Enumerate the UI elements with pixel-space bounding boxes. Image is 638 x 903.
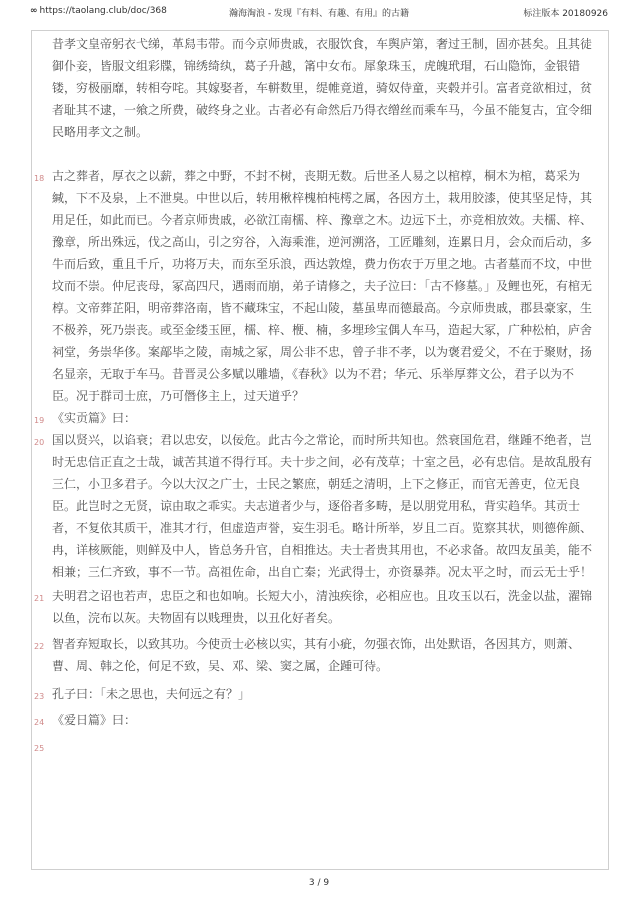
paragraph-21 [34,585,594,629]
line-number: 23 [34,692,45,701]
line-number: 19 [34,416,45,425]
line-number: 22 [34,642,45,651]
source-url[interactable] [30,6,167,16]
document-page [31,30,609,870]
page-number: 3 / 9 [308,878,330,888]
paragraph-text: 《爱日篇》曰： [52,713,137,727]
paragraph-20 [34,429,594,583]
paragraph-text: 昔孝文皇帝躬衣弋绨，革舄韦带。而今京师贵戚，衣服饮食，车舆庐第，奢过王制，固亦甚矣。且其徒御仆妾，皆服文组彩牒，锦绣绮纨，葛子升越，筩中女布。犀象珠玉，虎魄玳瑁，石山隐饰，金银错镂，穷极丽靡，转相夸咤。其嫁娶者，车軿数里，缇帷竟道，骑奴侍童，夹毂并引。富者竞欲相过，贫者耻其不逮，一飨之所费，破终身之业。古者必有命然后乃得衣缯丝而乘车马，今虽不能复古，宜令细民略用孝文之制。 [52,37,593,139]
paragraph-text: 孔子曰：「未之思也，夫何远之有？」 [52,687,251,701]
url-text[interactable]: https://taolang.club/doc/368 [39,6,167,16]
paragraph-24 [34,709,594,731]
paragraph-23 [34,683,594,705]
line-number: 18 [34,174,45,183]
page-header [30,6,608,22]
site-title: 瀚海淘浪 - 发现『有料、有趣、有用』的古籍 [229,9,409,19]
paragraph-text: 夫明君之诏也若声，忠臣之和也如响。长短大小，清浊疾徐，必相应也。且攻玉以石，洗金以盐，濯锦以鱼，浣布以灰。夫物固有以贱理贵，以丑化好者矣。 [52,589,593,625]
line-number: 20 [34,438,45,447]
paragraph-text: 《实贡篇》曰： [52,411,137,425]
line-number: 21 [34,594,45,603]
line-number: 24 [34,718,45,727]
paragraph-text: 古之葬者，厚衣之以薪，葬之中野，不封不树，丧期无数。后世圣人易之以棺椁，桐木为棺，葛采为緘，下不及泉，上不泄臭。中世以后，转用楸梓槐柏杶樗之属，各因方土，栽用胶漆，使其坚足恃，其用足任，如此而已。今者京师贵戚，必欲江南檽、梓、豫章之木。边远下土，亦竞相放效。夫檽、梓、豫章，所出殊远，伐之高山，引之穷谷，入海乘淮，逆河溯洛，工匠雕刻，连累日月，会众而后动，多牛而后致，重且千斤，功将万夫，而东至乐浪，西达敦煌，费力伤农于万里之地。古者墓而不坟，中世坟而不崇。仲尼丧母，冢高四尺，遇雨而崩，弟子请修之，夫子泣曰：「古不修墓。」及鲤也死，有棺无椁。文帝葬芷阳，明帝葬洛南，皆不藏珠宝，不起山陵，墓虽卑而德最高。今京师贵戚，郡县豪家，生不极养，死乃崇丧。或至金缕玉匣，檽、梓、楩、楠，多埋珍宝偶人车马，造起大冢，广种松柏，庐舍祠堂，务崇华侈。案鄗毕之陵，南城之冢，周公非不忠，曾子非不孝，以为褒君爱父，不在于聚财，扬名显亲，无取于车马。昔晋灵公多赋以雕墙，《春秋》以为不君；华元、乐举厚葬文公，君子以为不臣。况于群司士庶，乃可僭侈主上，过天道乎？ [52,169,593,403]
version-label: 标注版本 20180926 [523,9,608,19]
paragraph-22 [34,633,594,677]
paragraph-17 [52,33,594,143]
link-icon: ∞ [30,6,38,16]
paragraph-text: 智者弃短取长，以致其功。今使贡士必核以实，其有小疵，勿强衣饰，出处默语，各因其方，则萧、曹、周、韩之伦，何足不致，吴、邓、梁、窦之属，企踵可待。 [52,637,581,673]
paragraph-19 [34,407,594,429]
paragraph-18 [34,165,594,407]
line-number: 25 [34,744,45,753]
paragraph-text: 国以贤兴，以谄衰；君以忠安，以佞危。此古今之常论，而时所共知也。然衰国危君，继踵不绝者，岂时无忠信正直之士哉，诚苦其道不得行耳。夫十步之间，必有茂草；十室之邑，必有忠信。是故乱殷有三仁，小卫多君子。今以大汉之广士，士民之繁庶，朝廷之清明，上下之修正，而官无善吏，位无良臣。此岂时之无贤，谅由取之乖实。夫志道者少与，逐俗者多畴，是以朋党用私，背实趋华。其贡士者，不复依其质干，准其才行，但虚造声誉，妄生羽毛。略计所举，岁且二百。览察其状，则德侔颜、冉，详核厥能，则鲜及中人，皆总务升官，自相推达。夫士者贵其用也，不必求备。故四友虽美，能不相兼；三仁齐致，事不一节。高祖佐命，出自亡秦；光武得士，亦资暴莽。况太平之时，而云无士乎！ [52,433,593,579]
